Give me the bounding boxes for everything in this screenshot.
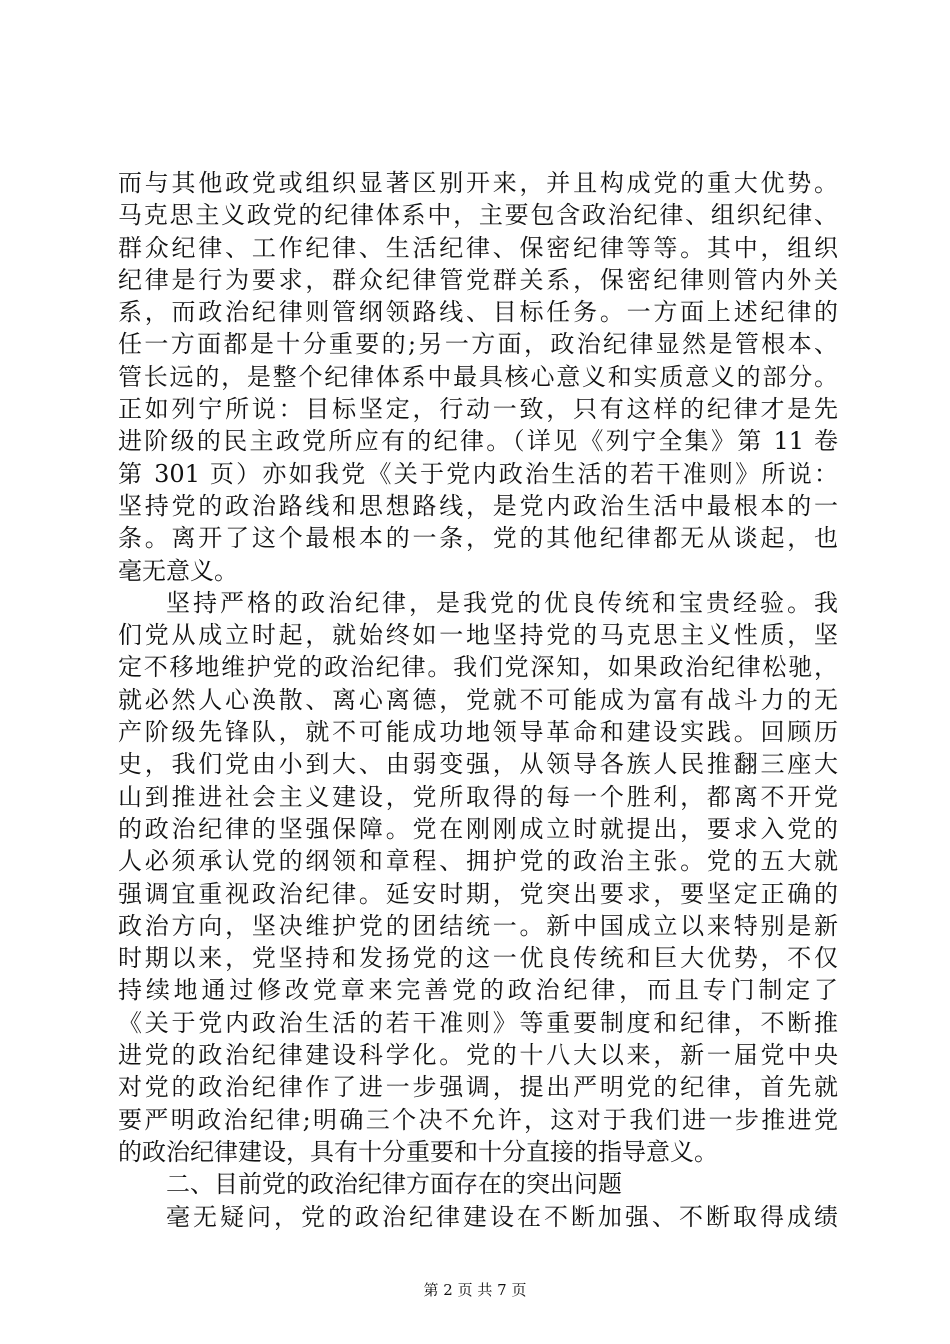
text-line: 们党从成立时起，就始终如一地坚持党的马克思主义性质，坚: [118, 621, 838, 650]
text-line: 群众纪律、工作纪律、生活纪律、保密纪律等等。其中，组织: [118, 233, 838, 262]
section-heading: 二、目前党的政治纪律方面存在的突出问题: [166, 1170, 622, 1199]
text-line: 正如列宁所说：目标坚定，行动一致，只有这样的纪律才是先: [118, 395, 838, 424]
text-line: 政治方向，坚决维护党的团结统一。新中国成立以来特别是新: [118, 911, 838, 940]
text-line: 进党的政治纪律建设科学化。党的十八大以来，新一届党中央: [118, 1041, 838, 1070]
text-line: 纪律是行为要求，群众纪律管党群关系，保密纪律则管内外关: [118, 265, 838, 294]
text-line: 史，我们党由小到大、由弱变强，从领导各族人民推翻三座大: [118, 750, 838, 779]
paragraph-2: [118, 587, 838, 1168]
text-line: 的政治纪律的坚强保障。党在刚刚成立时就提出，要求入党的: [118, 814, 838, 843]
text-line: 《关于党内政治生活的若干准则》等重要制度和纪律，不断推: [118, 1008, 838, 1037]
text-line: 系，而政治纪律则管纲领路线、目标任务。一方面上述纪律的: [118, 298, 838, 327]
text-line: 坚持严格的政治纪律，是我党的优良传统和宝贵经验。我: [166, 588, 838, 617]
text-line: 定不移地维护党的政治纪律。我们党深知，如果政治纪律松驰，: [118, 653, 838, 682]
text-line: 持续地通过修改党章来完善党的政治纪律，而且专门制定了: [118, 976, 838, 1005]
text-line: 马克思主义政党的纪律体系中，主要包含政治纪律、组织纪律、: [118, 201, 838, 230]
text-line: 的政治纪律建设，具有十分重要和十分直接的指导意义。: [118, 1137, 718, 1166]
page-number-footer: 第 2 页 共 7 页: [423, 1281, 527, 1299]
text-line: 毫无意义。: [118, 556, 238, 585]
text-line: 强调宜重视政治纪律。延安时期，党突出要求，要坚定正确的: [118, 879, 838, 908]
text-line: 人必须承认党的纲领和章程、拥护党的政治主张。党的五大就: [118, 847, 838, 876]
document-body: [118, 167, 838, 1233]
text-line: 管长远的，是整个纪律体系中最具核心意义和实质意义的部分。: [118, 362, 838, 391]
text-line: 坚持党的政治路线和思想路线，是党内政治生活中最根本的一: [118, 491, 838, 520]
text-line: 进阶级的民主政党所应有的纪律。（详见《列宁全集》第 11 卷: [118, 427, 838, 456]
text-line: 时期以来，党坚持和发扬党的这一优良传统和巨大优势，不仅: [118, 944, 838, 973]
text-line: 山到推进社会主义建设，党所取得的每一个胜利，都离不开党: [118, 782, 838, 811]
text-line: 任一方面都是十分重要的;另一方面，政治纪律显然是管根本、: [118, 330, 838, 359]
text-line: 要严明政治纪律;明确三个决不允许，这对于我们进一步推进党: [118, 1105, 838, 1134]
paragraph-3: [118, 1201, 838, 1233]
text-line: 产阶级先锋队，就不可能成功地领导革命和建设实践。回顾历: [118, 718, 838, 747]
text-line: 毫无疑问，党的政治纪律建设在不断加强、不断取得成绩: [166, 1202, 838, 1231]
text-line: 条。离开了这个最根本的一条，党的其他纪律都无从谈起，也: [118, 524, 838, 553]
text-line: 而与其他政党或组织显著区别开来，并且构成党的重大优势。: [118, 169, 838, 197]
text-line: 对党的政治纪律作了进一步强调，提出严明党的纪律，首先就: [118, 1073, 838, 1102]
text-line: 就必然人心涣散、离心离德，党就不可能成为富有战斗力的无: [118, 685, 838, 714]
text-line: 第 301 页）亦如我党《关于党内政治生活的若干准则》所说：: [118, 459, 838, 488]
paragraph-1: [118, 167, 838, 587]
